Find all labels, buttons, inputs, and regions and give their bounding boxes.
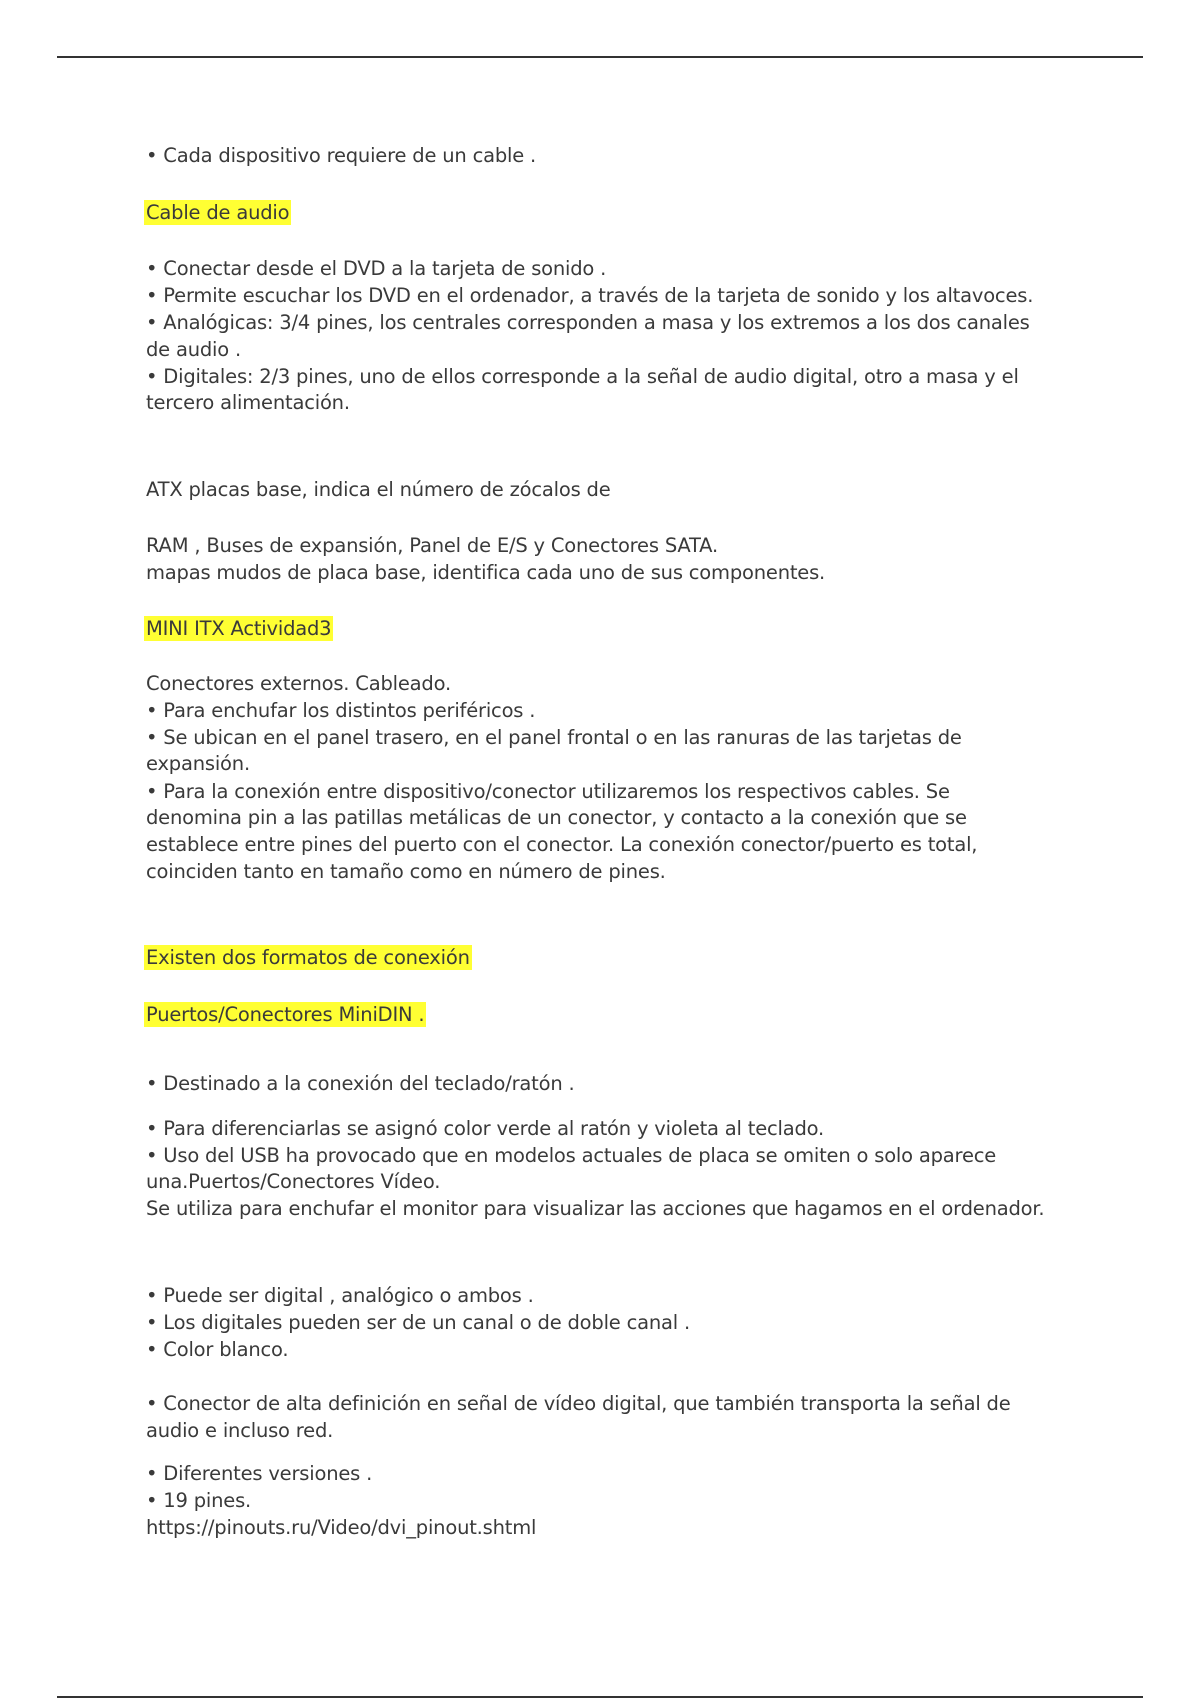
text-line: • Conectar desde el DVD a la tarjeta de sonido . xyxy=(146,257,607,280)
text-line: • Conector de alta definición en señal de vídeo digital, que también transporta la señal de xyxy=(146,1392,1011,1415)
top-rule xyxy=(57,56,1143,58)
highlight: Cable de audio xyxy=(146,201,290,224)
text-line: • Para enchufar los distintos periféricos . xyxy=(146,699,536,722)
text-line: • Digitales: 2/3 pines, uno de ellos corresponde a la señal de audio digital, otro a masa y el xyxy=(146,365,1019,388)
text-line: una.Puertos/Conectores Vídeo. xyxy=(146,1170,441,1193)
text-line: • Se ubican en el panel trasero, en el panel frontal o en las ranuras de las tarjetas de xyxy=(146,726,962,749)
text-line: mapas mudos de placa base, identifica cada uno de sus componentes. xyxy=(146,561,826,584)
text-line: denomina pin a las patillas metálicas de un conector, y contacto a la conexión que se xyxy=(146,806,967,829)
text-line: • Los digitales pueden ser de un canal o de doble canal . xyxy=(146,1311,690,1334)
text-line: RAM , Buses de expansión, Panel de E/S y Conectores SATA. xyxy=(146,534,718,557)
text-line: coinciden tanto en tamaño como en número de pines. xyxy=(146,860,666,883)
text-line: • Cada dispositivo requiere de un cable . xyxy=(146,144,537,167)
heading-mini-itx xyxy=(146,616,333,642)
heading-cable-audio xyxy=(146,200,291,226)
text-line: audio e incluso red. xyxy=(146,1419,334,1442)
text-line: Conectores externos. Cableado. xyxy=(146,672,451,695)
text-line: • Para diferenciarlas se asignó color verde al ratón y violeta al teclado. xyxy=(146,1117,825,1140)
text-line: expansión. xyxy=(146,752,250,775)
text-line: • Destinado a la conexión del teclado/ratón . xyxy=(146,1072,575,1095)
text-line: • Puede ser digital , analógico o ambos . xyxy=(146,1284,534,1307)
text-line: tercero alimentación. xyxy=(146,391,350,414)
text-line: establece entre pines del puerto con el conector. La conexión conector/puerto es total, xyxy=(146,833,978,856)
heading-minidin xyxy=(146,1002,426,1028)
text-line: • Diferentes versiones . xyxy=(146,1462,373,1485)
bottom-rule xyxy=(57,1696,1143,1698)
text-line: • Para la conexión entre dispositivo/conector utilizaremos los respectivos cables. Se xyxy=(146,780,950,803)
highlight: MINI ITX Actividad3 xyxy=(146,617,332,640)
text-line: • Uso del USB ha provocado que en modelos actuales de placa se omiten o solo aparece xyxy=(146,1144,997,1167)
heading-formatos-conexion xyxy=(146,945,472,971)
pinout-link[interactable]: https://pinouts.ru/Video/dvi_pinout.shtml xyxy=(146,1516,537,1539)
text-line: • Permite escuchar los DVD en el ordenador, a través de la tarjeta de sonido y los altavoces. xyxy=(146,284,1034,307)
text-line: • Color blanco. xyxy=(146,1338,289,1361)
highlight: Existen dos formatos de conexión xyxy=(146,946,470,969)
text-line: Se utiliza para enchufar el monitor para visualizar las acciones que hagamos en el ordenador. xyxy=(146,1197,1045,1220)
text-line: de audio . xyxy=(146,338,242,361)
text-line: • 19 pines. xyxy=(146,1489,252,1512)
text-line: ATX placas base, indica el número de zócalos de xyxy=(146,478,611,501)
highlight: Puertos/Conectores MiniDIN . xyxy=(146,1003,425,1026)
text-line: • Analógicas: 3/4 pines, los centrales corresponden a masa y los extremos a los dos canales xyxy=(146,311,1030,334)
